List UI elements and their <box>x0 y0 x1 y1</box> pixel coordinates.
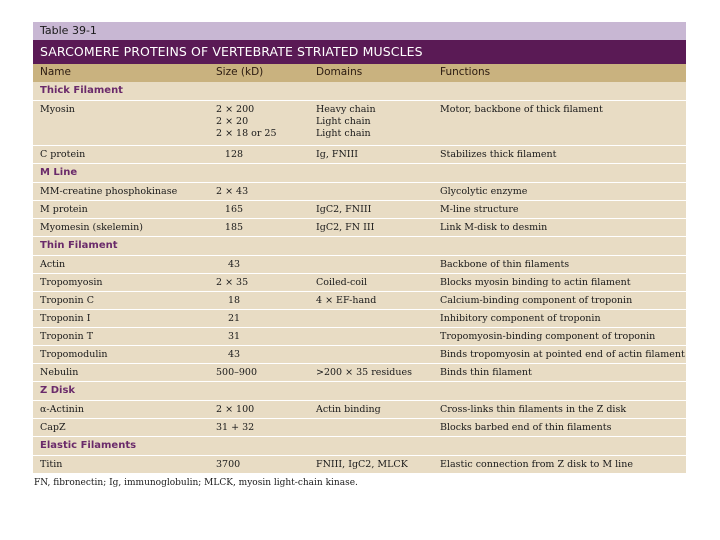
table-header-row <box>33 64 686 82</box>
table-title: SARCOMERE PROTEINS OF VERTEBRATE STRIATED MUSCLES <box>33 40 686 64</box>
cell-function: Tropomyosin-binding component of troponin <box>440 331 656 342</box>
size-line: 2 × 20 <box>216 116 249 127</box>
cell-name: Tropomyosin <box>40 277 103 288</box>
cell-name: M protein <box>40 204 88 215</box>
cell-function: Cross-links thin filaments in the Z disk <box>440 404 627 415</box>
table-row <box>33 292 686 310</box>
table-row <box>33 328 686 346</box>
cell-function: Motor, backbone of thick filament <box>440 104 603 115</box>
cell-domains: >200 × 35 residues <box>316 367 412 378</box>
cell-function: Binds thin filament <box>440 367 532 378</box>
table-row <box>33 419 686 437</box>
cell-function: Blocks barbed end of thin filaments <box>440 422 612 433</box>
table-row <box>33 219 686 237</box>
cell-domains <box>316 104 376 140</box>
domain-line: Light chain <box>316 128 371 139</box>
cell-size: 2 × 35 <box>216 277 249 288</box>
cell-domains: FNIII, IgC2, MLCK <box>316 459 408 470</box>
cell-function: Calcium-binding component of troponin <box>440 295 633 306</box>
cell-name: α-Actinin <box>40 404 84 415</box>
size-line: 2 × 200 <box>216 104 255 115</box>
cell-size: 500–900 <box>216 367 258 378</box>
cell-size: 18 <box>227 295 241 306</box>
section-m-line: M Line <box>33 164 686 183</box>
cell-size: 3700 <box>216 459 241 470</box>
cell-size: 128 <box>224 149 244 160</box>
cell-size: 2 × 43 <box>216 186 249 197</box>
cell-name: Titin <box>40 459 63 470</box>
cell-function: Glycolytic enzyme <box>440 186 528 197</box>
table-footnote: FN, fibronectin; Ig, immunoglobulin; MLCK, myosin light-chain kinase. <box>34 478 358 488</box>
cell-name: MM-creatine phosphokinase <box>40 186 178 197</box>
domain-line: Heavy chain <box>316 104 376 115</box>
table-row <box>33 146 686 164</box>
cell-function: Inhibitory component of troponin <box>440 313 601 324</box>
domain-line: Light chain <box>316 116 371 127</box>
cell-size: 31 + 32 <box>216 422 255 433</box>
cell-function: Link M-disk to desmin <box>440 222 548 233</box>
table-row <box>33 256 686 274</box>
cell-size: 2 × 100 <box>216 404 255 415</box>
cell-name: Troponin T <box>40 331 94 342</box>
cell-size: 43 <box>227 259 241 270</box>
table-row <box>33 310 686 328</box>
cell-name: Tropomodulin <box>40 349 108 360</box>
cell-function: M-line structure <box>440 204 519 215</box>
cell-size: 21 <box>227 313 241 324</box>
cell-function: Blocks myosin binding to actin filament <box>440 277 631 288</box>
cell-size: 31 <box>227 331 241 342</box>
cell-domains: Actin binding <box>316 404 381 415</box>
table-number: Table 39-1 <box>33 22 686 40</box>
size-line: 2 × 18 or 25 <box>216 128 277 139</box>
sarcomere-proteins-table <box>33 22 686 473</box>
header-name: Name <box>40 66 71 78</box>
header-functions: Functions <box>440 66 491 78</box>
cell-name: Myomesin (skelemin) <box>40 222 143 233</box>
cell-name: C protein <box>40 149 86 160</box>
cell-domains: IgC2, FNIII <box>316 204 372 215</box>
cell-function: Elastic connection from Z disk to M line <box>440 459 633 470</box>
cell-name: Myosin <box>40 104 75 115</box>
cell-domains: Ig, FNIII <box>316 149 359 160</box>
section-thin-filament: Thin Filament <box>33 237 686 256</box>
cell-function: Binds tropomyosin at pointed end of actin filament <box>440 349 685 360</box>
table-row <box>33 101 686 146</box>
table-row <box>33 401 686 419</box>
table-row <box>33 201 686 219</box>
section-thick-filament: Thick Filament <box>33 82 686 101</box>
section-z-disk: Z Disk <box>33 382 686 401</box>
cell-domains: Coiled-coil <box>316 277 368 288</box>
table-row <box>33 456 686 473</box>
cell-domains: 4 × EF-hand <box>316 295 377 306</box>
section-elastic-filaments: Elastic Filaments <box>33 437 686 456</box>
table-row <box>33 346 686 364</box>
table-row <box>33 364 686 382</box>
header-domains: Domains <box>316 66 363 78</box>
header-size: Size (kD) <box>216 66 264 78</box>
cell-domains: IgC2, FN III <box>316 222 375 233</box>
cell-name: Troponin I <box>40 313 91 324</box>
cell-name: Troponin C <box>40 295 94 306</box>
cell-function: Backbone of thin filaments <box>440 259 570 270</box>
cell-size: 165 <box>224 204 244 215</box>
cell-size: 185 <box>224 222 244 233</box>
cell-name: Actin <box>40 259 66 270</box>
cell-name: CapZ <box>40 422 66 433</box>
cell-size <box>216 104 277 140</box>
table-row <box>33 274 686 292</box>
table-row <box>33 183 686 201</box>
cell-size: 43 <box>227 349 241 360</box>
cell-function: Stabilizes thick filament <box>440 149 557 160</box>
cell-name: Nebulin <box>40 367 79 378</box>
